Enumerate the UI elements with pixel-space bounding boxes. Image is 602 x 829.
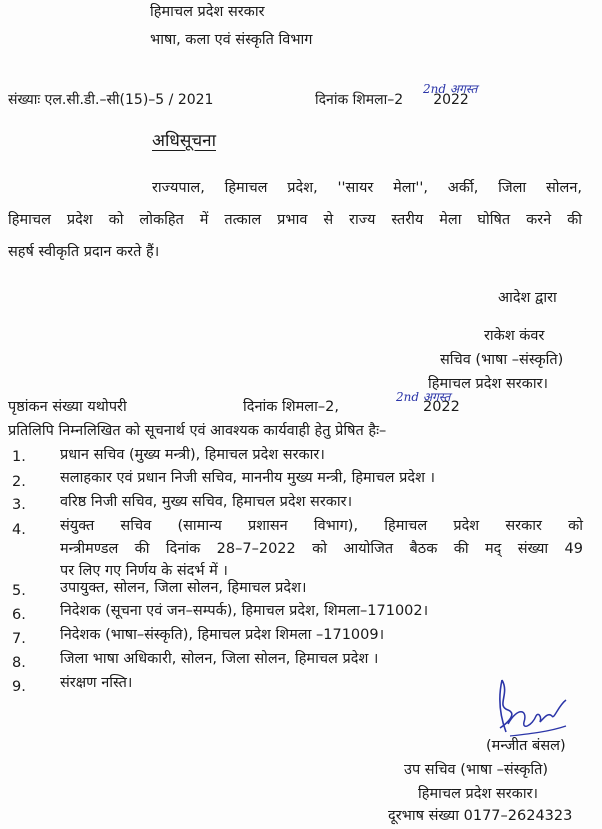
endorsement-number: पृष्ठांकन संख्या यथोपरी: [8, 399, 127, 415]
list-text: उपायुक्त, सोलन, जिला सोलन, हिमाचल प्रदेश।: [60, 580, 307, 596]
signatory-designation: सचिव (भाषा –संस्कृति): [440, 352, 564, 368]
notification-body-line3: सहर्ष स्वीकृति प्रदान करते हैं।: [8, 244, 160, 260]
list-text: निदेशक (सूचना एवं जन–सम्पर्क), हिमाचल प्रदेश, शिमला–171002।: [60, 603, 429, 619]
list-number: 9.: [12, 679, 26, 695]
phone-number: दूरभाष संख्या 0177–2624323: [388, 808, 573, 824]
signatory-name: राकेश कंवर: [484, 328, 545, 344]
list-text: निदेशक (भाषा–संस्कृति), हिमाचल प्रदेश शिमला –171009।: [60, 627, 385, 643]
deputy-secretary-name: (मन्जीत बंसल): [486, 738, 566, 754]
list-text: सलाहकार एवं प्रधान निजी सचिव, माननीय मुख्य मन्त्री, हिमाचल प्रदेश ।: [60, 470, 436, 486]
endorsement-date-prefix: दिनांक शिमला–2,: [243, 399, 339, 415]
notification-title: अधिसूचना: [152, 131, 216, 151]
list-number: 2.: [12, 474, 26, 490]
list-text: वरिष्ठ निजी सचिव, मुख्य सचिव, हिमाचल प्रदेश सरकार।: [60, 494, 353, 510]
list-number: 3.: [12, 497, 26, 513]
list-number: 8.: [12, 655, 26, 671]
list-number: 1.: [12, 449, 26, 465]
list-text: प्रधान सचिव (मुख्य मन्त्री), हिमाचल प्रदेश सरकार।: [60, 447, 325, 463]
list-text: जिला भाषा अधिकारी, सोलन, जिला सोलन, हिमाचल प्रदेश ।: [60, 651, 379, 667]
signatory-govt: हिमाचल प्रदेश सरकार।: [428, 376, 548, 392]
list-text: संयुक्त सचिव (सामान्य प्रशासन विभाग), हिमाचल प्रदेश सरकार को: [60, 518, 583, 534]
reference-date-prefix: दिनांक शिमला–2: [315, 92, 404, 108]
reference-date-year: 2022: [433, 92, 469, 108]
by-order: आदेश द्वारा: [498, 290, 557, 306]
reference-number: संख्याः एल.सी.डी.–सी(15)–5 / 2021: [8, 92, 214, 108]
list-text: संरक्षण नस्ति।: [60, 675, 133, 691]
handwritten-signature: [488, 676, 570, 746]
deputy-secretary-designation: उप सचिव (भाषा –संस्कृति): [404, 762, 549, 778]
list-number: 4.: [12, 522, 26, 538]
department-govt: हिमाचल प्रदेश सरकार: [150, 4, 265, 20]
list-number: 7.: [12, 631, 26, 647]
copy-to-line: प्रतिलिपि निम्नलिखित को सूचनार्थ एवं आवश्यक कार्यवाही हेतु प्रेषित हैः–: [8, 423, 387, 439]
notification-body-line2: हिमाचल प्रदेश को लोकहित में तत्काल प्रभाव से राज्य स्तरीय मेला घोषित करने की: [8, 212, 582, 228]
list-number: 6.: [12, 607, 26, 623]
list-text-continued: मन्त्रीमण्डल की दिनांक 28–7–2022 को आयोजित बैठक की मद् संख्या 49: [60, 541, 583, 557]
handwritten-date: 2nd अगस्त: [423, 82, 478, 96]
handwritten-endorsement-date: 2nd अगस्त: [396, 390, 451, 404]
deputy-secretary-govt: हिमाचल प्रदेश सरकार।: [418, 786, 538, 802]
department-name: भाषा, कला एवं संस्कृति विभाग: [150, 32, 313, 48]
list-number: 5.: [12, 583, 26, 599]
notification-body-line1: राज्यपाल, हिमाचल प्रदेश, ''सायर मेला'', अर्की, जिला सोलन,: [152, 180, 582, 196]
list-text-continued: पर लिए गए निर्णय के संदर्भ में ।: [60, 563, 228, 579]
endorsement-date-year: 2022: [422, 399, 460, 415]
